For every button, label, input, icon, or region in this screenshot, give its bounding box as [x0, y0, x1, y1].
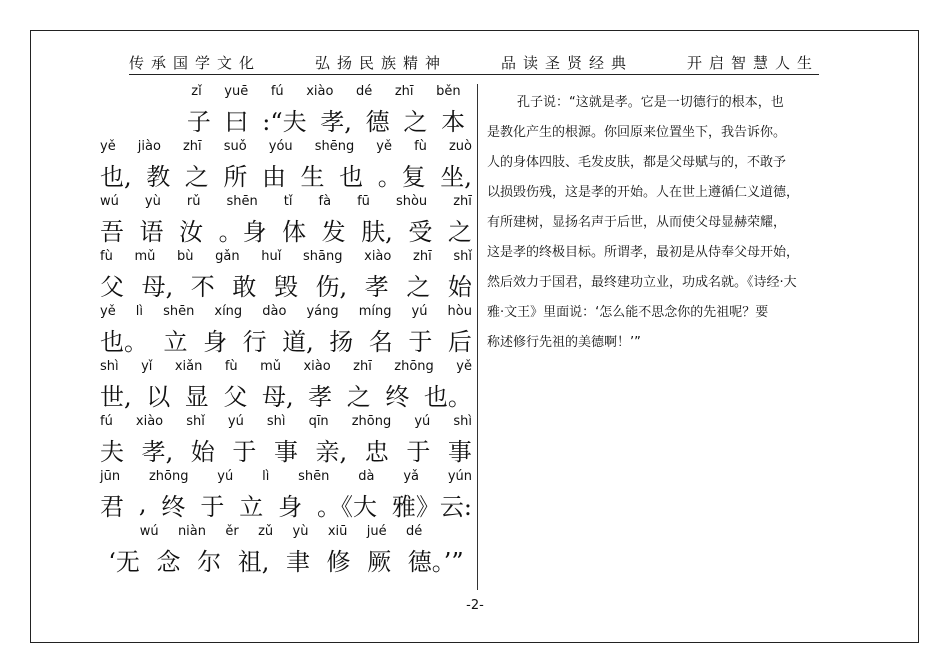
pinyin-syllable: jiào	[137, 139, 161, 154]
hanzi-char: 于	[232, 437, 257, 466]
hanzi-char: 扬	[329, 327, 354, 356]
pinyin-syllable: fù	[100, 249, 113, 264]
hanzi-row	[100, 214, 472, 244]
pinyin-syllable: fú	[270, 84, 284, 99]
pinyin-syllable: yù	[144, 194, 161, 209]
pinyin-syllable: shēn	[163, 304, 195, 319]
pinyin-syllable: dé	[406, 524, 423, 539]
hanzi-char: 孝,	[320, 107, 352, 136]
pinyin-syllable: yǎ	[403, 469, 419, 484]
hanzi-char: 世,	[100, 382, 132, 411]
pinyin-syllable: mǔ	[134, 249, 156, 264]
pinyin-syllable: shì	[453, 414, 472, 429]
hanzi-char: 汝	[179, 217, 204, 246]
pinyin-syllable: yě	[100, 304, 116, 319]
hanzi-char: 也	[339, 162, 364, 191]
pinyin-syllable: suǒ	[223, 139, 247, 154]
pinyin-syllable: mǔ	[260, 359, 281, 374]
hanzi-char: 母,	[261, 382, 294, 411]
hanzi-char: 君	[100, 492, 124, 521]
hanzi-char: 发	[321, 217, 346, 246]
hanzi-char: 孝	[364, 272, 389, 301]
hanzi-row	[100, 489, 472, 519]
pinyin-syllable: yú	[227, 414, 244, 429]
translation-line: 然后效力于国君，最终建功立业，功成名就。《诗经·大	[487, 275, 797, 290]
hanzi-char: 不	[190, 272, 215, 301]
pinyin-syllable: dào	[262, 304, 287, 319]
text-line	[100, 469, 472, 524]
hanzi-char: 之	[184, 162, 209, 191]
pinyin-syllable: shì	[266, 414, 286, 429]
hanzi-char: 生	[300, 162, 325, 191]
hanzi-char: 也。	[423, 382, 472, 411]
hanzi-char: 祖,	[237, 547, 270, 576]
hanzi-char: 子	[186, 107, 211, 136]
pinyin-syllable: zhōng	[148, 469, 189, 484]
pinyin-syllable: yóu	[268, 139, 293, 154]
hanzi-char: 体	[282, 217, 307, 246]
hanzi-char: 于	[200, 492, 225, 521]
classic-text-column	[100, 84, 472, 579]
hanzi-char: 孝,	[141, 437, 174, 466]
hanzi-char: 之	[403, 107, 428, 136]
text-line	[100, 194, 472, 249]
pinyin-syllable: xiào	[303, 359, 331, 374]
pinyin-syllable: wú	[139, 524, 159, 539]
hanzi-char: 之	[447, 217, 472, 246]
hanzi-char: 立	[163, 327, 188, 356]
translation-line: 有所建树，显扬名声于后世，从而使父母显赫荣耀，	[487, 215, 787, 230]
pinyin-syllable: zuò	[448, 139, 472, 154]
pinyin-syllable: lì	[262, 469, 270, 484]
hanzi-row	[180, 104, 472, 134]
pinyin-syllable: fú	[100, 414, 113, 429]
pinyin-syllable: hòu	[447, 304, 472, 319]
pinyin-syllable: shēng	[314, 139, 355, 154]
pinyin-syllable: rǔ	[186, 194, 201, 209]
pinyin-syllable: dà	[358, 469, 375, 484]
hanzi-char: 母,	[141, 272, 174, 301]
hanzi-char: 曰	[224, 107, 249, 136]
hanzi-char: 。《大	[316, 492, 377, 521]
translation-line: 这是孝的终极目标。所谓孝，最初是从侍奉父母开始，	[487, 245, 800, 260]
hanzi-row	[100, 159, 472, 189]
hanzi-char: 。复	[377, 162, 426, 191]
hanzi-char: 终	[161, 492, 186, 521]
pinyin-syllable: zǐ	[191, 84, 202, 99]
translation-column	[487, 88, 857, 358]
pinyin-syllable: tǐ	[283, 194, 293, 209]
pinyin-syllable: ěr	[225, 524, 239, 539]
hanzi-char: 显	[184, 382, 209, 411]
text-line	[100, 249, 472, 304]
hanzi-char: 也,	[100, 162, 132, 191]
pinyin-syllable: xíng	[214, 304, 243, 319]
pinyin-syllable: xiào	[306, 84, 334, 99]
pinyin-syllable: dé	[356, 84, 373, 99]
pinyin-syllable: shēn	[298, 469, 330, 484]
pinyin-syllable: yuē	[224, 84, 249, 99]
hanzi-char: 以	[146, 382, 171, 411]
hanzi-char: 修	[326, 547, 351, 576]
hanzi-char: :“夫	[262, 107, 307, 136]
pinyin-syllable: míng	[358, 304, 392, 319]
hanzi-char: 之	[346, 382, 371, 411]
header-phrase-2: 弘扬民族精神	[314, 53, 447, 72]
header-phrase-3: 品读圣贤经典	[500, 53, 633, 72]
hanzi-char: 道,	[282, 327, 314, 356]
page-header	[129, 52, 819, 75]
pinyin-syllable: gǎn	[215, 249, 240, 264]
hanzi-char: 伤,	[315, 272, 348, 301]
pinyin-syllable: yě	[376, 139, 392, 154]
pinyin-syllable: fù	[414, 139, 427, 154]
hanzi-row	[100, 324, 472, 354]
translation-line: 孔子说：“这就是孝。它是一切德行的根本，也	[517, 95, 784, 110]
pinyin-syllable: zhī	[413, 249, 432, 264]
hanzi-char: 所	[223, 162, 248, 191]
pinyin-syllable: shǐ	[186, 414, 205, 429]
text-line	[100, 84, 472, 139]
hanzi-char: 肤,	[361, 217, 393, 246]
hanzi-row	[100, 269, 472, 299]
hanzi-char: 也。	[100, 327, 148, 356]
translation-line: 称述修行先祖的美德啊！’”	[487, 335, 641, 350]
hanzi-row	[100, 434, 472, 464]
hanzi-char: 夫	[100, 437, 124, 466]
header-phrase-4: 开启智慧人生	[686, 53, 819, 72]
pinyin-syllable: yú	[411, 304, 428, 319]
hanzi-char: 。身	[218, 217, 267, 246]
pinyin-syllable: shāng	[303, 249, 343, 264]
hanzi-char: 吾	[100, 217, 124, 246]
pinyin-syllable: jué	[366, 524, 387, 539]
pinyin-syllable: zhī	[353, 359, 372, 374]
hanzi-char: 后	[447, 327, 472, 356]
page-number: -2-	[466, 598, 484, 613]
translation-line: 是教化产生的根源。你回原来位置坐下，我告诉你。	[487, 125, 787, 140]
pinyin-syllable: yě	[456, 359, 472, 374]
pinyin-syllable: yún	[447, 469, 472, 484]
hanzi-char: 尔	[197, 547, 222, 576]
translation-line: 人的身体四肢、毛发皮肤，都是父母赋与的，不敢予	[487, 155, 787, 170]
pinyin-syllable: zǔ	[258, 524, 274, 539]
pinyin-syllable: fū	[357, 194, 370, 209]
hanzi-char: 行	[242, 327, 267, 356]
hanzi-char: 立	[239, 492, 264, 521]
pinyin-syllable: shēn	[226, 194, 258, 209]
hanzi-char: 孝	[308, 382, 333, 411]
pinyin-syllable: lì	[135, 304, 143, 319]
hanzi-char: 亲,	[315, 437, 348, 466]
hanzi-char: 由	[261, 162, 286, 191]
pinyin-syllable: huǐ	[261, 249, 282, 264]
text-line	[100, 359, 472, 414]
hanzi-char: 教	[146, 162, 171, 191]
hanzi-char: 名	[368, 327, 393, 356]
pinyin-syllable: yǐ	[141, 359, 153, 374]
hanzi-char: 于	[408, 327, 433, 356]
text-line	[100, 304, 472, 359]
translation-line: 以损毁伤残，这是孝的开始。人在世上遵循仁义道德，	[487, 185, 800, 200]
pinyin-syllable: yú	[414, 414, 431, 429]
hanzi-char: ,	[138, 490, 147, 518]
hanzi-char: 德。’”	[407, 547, 464, 576]
pinyin-syllable: jūn	[100, 469, 121, 484]
pinyin-syllable: wú	[100, 194, 119, 209]
hanzi-char: 之	[406, 272, 431, 301]
hanzi-row	[100, 544, 472, 574]
header-phrase-1: 传承国学文化	[129, 53, 262, 72]
hanzi-char: 事	[447, 437, 472, 466]
pinyin-syllable: xiào	[135, 414, 164, 429]
hanzi-char: 聿	[285, 547, 310, 576]
pinyin-syllable: niàn	[177, 524, 206, 539]
hanzi-char: ‘无	[108, 547, 140, 576]
hanzi-char: 身	[278, 492, 303, 521]
column-divider	[477, 84, 478, 590]
pinyin-syllable: zhī	[453, 194, 472, 209]
hanzi-char: 雅》云:	[391, 492, 472, 521]
pinyin-syllable: běn	[436, 84, 461, 99]
pinyin-syllable: xiào	[364, 249, 392, 264]
pinyin-syllable: xiū	[327, 524, 348, 539]
hanzi-char: 忠	[364, 437, 389, 466]
hanzi-char: 事	[273, 437, 298, 466]
hanzi-char: 终	[385, 382, 410, 411]
pinyin-syllable: zhōng	[394, 359, 434, 374]
pinyin-syllable: xiǎn	[174, 359, 203, 374]
pinyin-syllable: shǐ	[453, 249, 472, 264]
text-line	[100, 139, 472, 194]
translation-line: 雅·文王》里面说：‘怎么能不思念你的先祖呢？要	[487, 305, 769, 320]
pinyin-syllable: yě	[100, 139, 116, 154]
hanzi-char: 念	[156, 547, 181, 576]
pinyin-syllable: yù	[292, 524, 309, 539]
pinyin-syllable: zhī	[182, 139, 202, 154]
pinyin-syllable: fù	[224, 359, 238, 374]
text-line	[100, 414, 472, 469]
hanzi-char: 德	[365, 107, 390, 136]
hanzi-char: 语	[139, 217, 164, 246]
pinyin-syllable: qīn	[308, 414, 329, 429]
hanzi-char: 厥	[367, 547, 392, 576]
hanzi-char: 身	[203, 327, 228, 356]
pinyin-syllable: zhī	[394, 84, 414, 99]
pinyin-syllable: fà	[318, 194, 332, 209]
hanzi-char: 父	[100, 272, 124, 301]
text-line	[100, 524, 472, 579]
pinyin-syllable: shòu	[395, 194, 428, 209]
hanzi-char: 父	[223, 382, 248, 411]
pinyin-syllable: bù	[177, 249, 194, 264]
hanzi-char: 坐,	[440, 162, 472, 191]
hanzi-char: 始	[190, 437, 215, 466]
hanzi-char: 敢	[232, 272, 257, 301]
hanzi-char: 毁	[273, 272, 298, 301]
pinyin-syllable: zhōng	[351, 414, 392, 429]
pinyin-syllable: shì	[100, 359, 119, 374]
pinyin-syllable: yáng	[306, 304, 339, 319]
pinyin-syllable: yú	[217, 469, 234, 484]
hanzi-char: 始	[447, 272, 472, 301]
hanzi-char: 于	[406, 437, 431, 466]
hanzi-row	[100, 379, 472, 409]
hanzi-char: 受	[408, 217, 433, 246]
hanzi-char: 本	[441, 107, 466, 136]
